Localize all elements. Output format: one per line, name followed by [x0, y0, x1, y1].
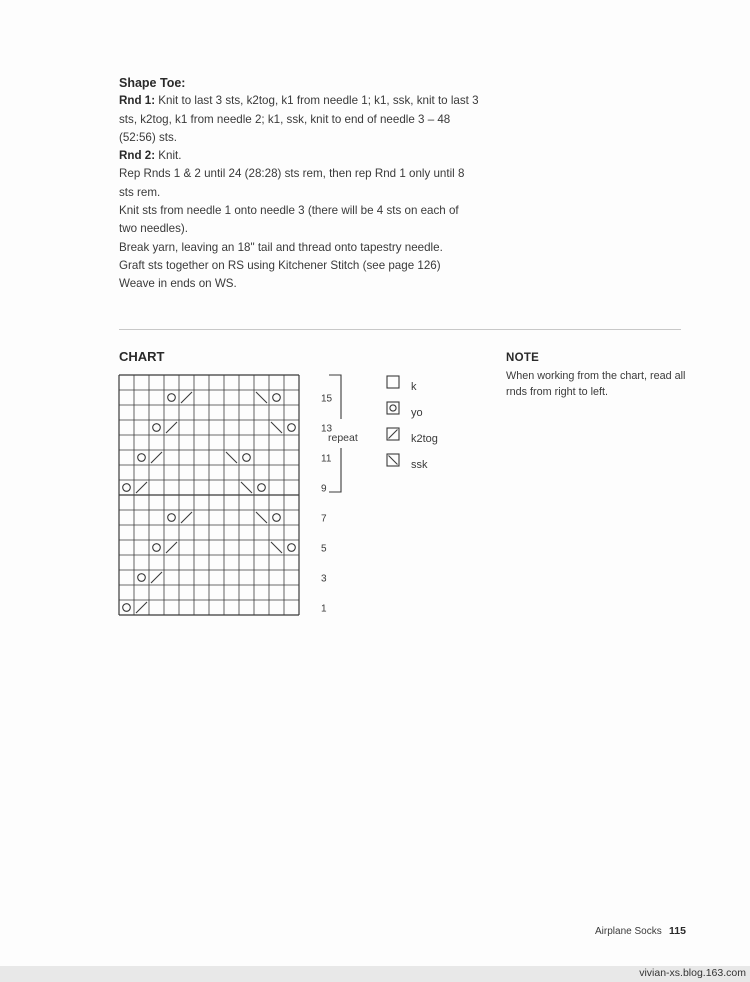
k2tog-symbol	[136, 602, 147, 613]
ssk-symbol	[241, 482, 252, 493]
k2tog-symbol	[151, 572, 162, 583]
instruction-text: Knit to last 3 sts, k2tog, k1 from needle 1; k1, ssk, knit to last 3 sts, k2tog, k1 from needle 2; k1, ssk, knit to end of needle 3 – 48 (52:56) sts.	[119, 94, 479, 144]
k2tog-symbol	[181, 512, 192, 523]
yo-symbol	[138, 454, 146, 462]
legend-k-box	[387, 376, 399, 388]
k2tog-symbol	[166, 422, 177, 433]
yo-symbol	[258, 484, 266, 492]
row-number: 7	[321, 513, 327, 525]
row-number: 1	[321, 603, 327, 615]
round-label: Rnd 2:	[119, 149, 156, 163]
instruction-paragraph	[119, 92, 479, 147]
instruction-text: Knit sts from needle 1 onto needle 3 (there will be 4 sts on each of two needles).	[119, 204, 459, 236]
yo-symbol	[123, 484, 131, 492]
divider	[119, 329, 681, 330]
instruction-text: Rep Rnds 1 & 2 until 24 (28:28) sts rem, then rep Rnd 1 only until 8 sts rem.	[119, 167, 465, 199]
k2tog-symbol	[136, 482, 147, 493]
k2tog-symbol	[151, 452, 162, 463]
repeat-label: repeat	[328, 432, 358, 444]
yo-symbol	[123, 604, 131, 612]
legend-label-ssk: ssk	[411, 459, 428, 471]
ssk-symbol	[271, 542, 282, 553]
legend-label-k: k	[411, 381, 417, 393]
instructions	[119, 74, 479, 294]
ssk-symbol	[256, 392, 267, 403]
instruction-paragraph	[119, 165, 479, 202]
note-title: NOTE	[506, 352, 540, 364]
instruction-paragraph	[119, 202, 479, 239]
legend-ssk-symbol	[389, 456, 398, 465]
yo-symbol	[273, 514, 281, 522]
watermark: vivian-xs.blog.163.com	[639, 967, 746, 979]
round-label: Rnd 1:	[119, 94, 156, 108]
page-number: 115	[669, 925, 686, 937]
yo-symbol	[288, 544, 296, 552]
yo-symbol	[243, 454, 251, 462]
legend-label-yo: yo	[411, 407, 423, 419]
chart-title: CHART	[119, 349, 165, 364]
legend-yo-box	[387, 402, 399, 414]
k2tog-symbol	[166, 542, 177, 553]
legend-k2tog-symbol	[389, 430, 398, 439]
ssk-symbol	[256, 512, 267, 523]
yo-symbol	[138, 574, 146, 582]
instruction-paragraph	[119, 147, 479, 165]
instruction-text: Graft sts together on RS using Kitchener Stitch (see page 126)	[119, 258, 441, 272]
yo-symbol	[168, 514, 176, 522]
legend-label-k2tog: k2tog	[411, 433, 438, 445]
instruction-paragraph	[119, 239, 479, 257]
instruction-text: Knit.	[155, 149, 182, 163]
instruction-paragraphs	[119, 92, 479, 293]
footer-title: Airplane Socks	[595, 926, 662, 937]
row-number: 15	[321, 393, 333, 405]
yo-symbol	[288, 424, 296, 432]
row-number: 11	[321, 453, 332, 465]
row-number: 3	[321, 573, 327, 585]
yo-symbol	[273, 394, 281, 402]
yo-symbol	[153, 424, 161, 432]
instruction-text: Break yarn, leaving an 18" tail and thread onto tapestry needle.	[119, 240, 443, 254]
ssk-symbol	[226, 452, 237, 463]
yo-symbol	[153, 544, 161, 552]
knitting-chart	[110, 368, 400, 628]
legend-yo-symbol	[390, 405, 396, 411]
row-number: 9	[321, 483, 327, 495]
section-heading: Shape Toe:	[119, 76, 186, 90]
watermark-bar	[0, 966, 750, 982]
instruction-paragraph	[119, 257, 479, 275]
ssk-symbol	[271, 422, 282, 433]
row-number: 5	[321, 543, 327, 555]
instruction-paragraph	[119, 275, 479, 293]
k2tog-symbol	[181, 392, 192, 403]
row-number: 13	[321, 423, 333, 435]
instruction-text: Weave in ends on WS.	[119, 277, 237, 291]
note-text: When working from the chart, read all rnds from right to left.	[506, 370, 686, 398]
yo-symbol	[168, 394, 176, 402]
